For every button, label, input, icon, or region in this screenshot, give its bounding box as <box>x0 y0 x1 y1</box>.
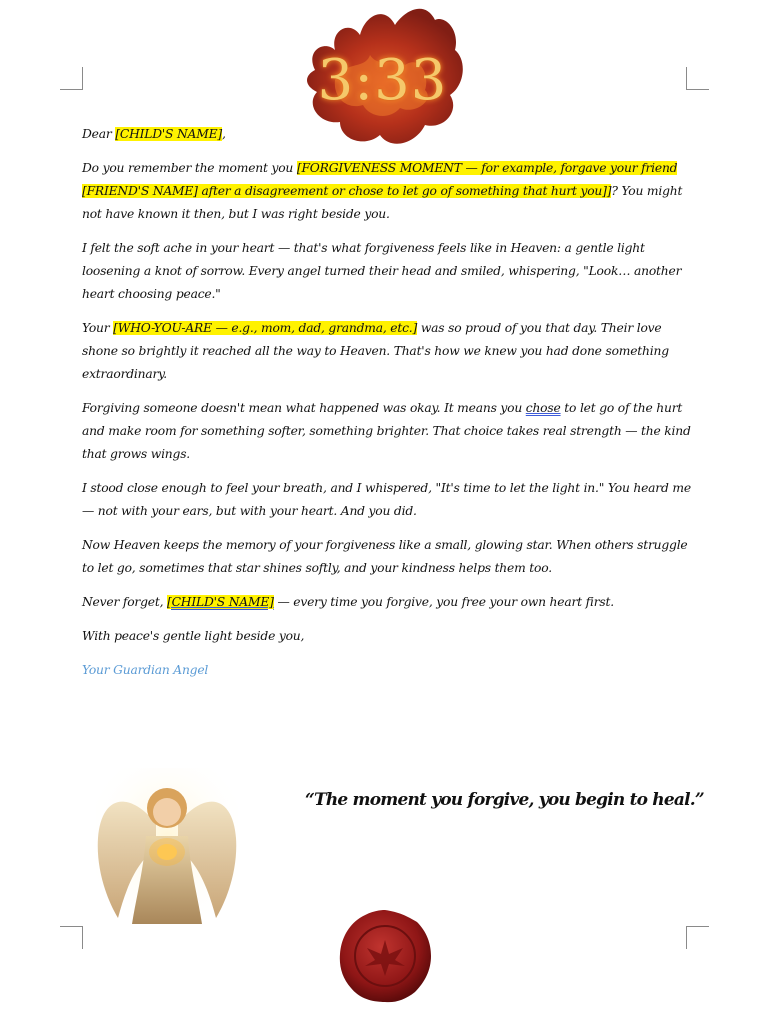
wax-seal-image <box>337 908 433 1004</box>
closing: With peace's gentle light beside you, <box>82 629 305 643</box>
paragraph: Never forget, [CHILD'S NAME] — every time you forgive, you free your own heart first. <box>82 595 614 609</box>
guardian-angel-image <box>96 768 238 926</box>
page-corner-mark <box>686 67 709 90</box>
paragraph: Now Heaven keeps the memory of your forgiveness like a small, glowing star. When others struggle to let go, sometimes that star shines softly, and your kindness helps them too. <box>82 538 688 575</box>
child-name-placeholder: [CHILD'S NAME] <box>115 127 222 141</box>
greeting: Dear [CHILD'S NAME], <box>82 127 226 141</box>
forgiveness-moment-placeholder: [FORGIVENESS MOMENT — for example, forgave your friend [FRIEND'S NAME] after a disagreement or chose to let go of something that hurt you]] <box>82 161 678 198</box>
paragraph: Do you remember the moment you [FORGIVENESS MOMENT — for example, forgave your friend [FRIEND'S NAME] after a disagreement or chose to let go of something that hurt you]]? You might not have known it then, but I was right beside you. <box>82 161 683 221</box>
logo-text: 3:33 <box>317 48 448 113</box>
page-corner-mark <box>60 67 83 90</box>
letter-body <box>82 123 692 693</box>
grammar-flagged-word[interactable]: chose <box>525 401 561 415</box>
child-name-placeholder: [CHILD'S NAME] <box>167 595 274 609</box>
quote: “The moment you forgive, you begin to heal.” <box>305 790 704 810</box>
page-corner-mark <box>60 926 83 949</box>
page-corner-mark <box>686 926 709 949</box>
signature: Your Guardian Angel <box>82 663 209 677</box>
paragraph: I stood close enough to feel your breath, and I whispered, "It's time to let the light in." You heard me — not with your ears, but with your heart. And you did. <box>82 481 691 518</box>
who-you-are-placeholder: [WHO-YOU-ARE — e.g., mom, dad, grandma, etc.] <box>113 321 418 335</box>
paragraph: I felt the soft ache in your heart — that's what forgiveness feels like in Heaven: a gentle light loosening a knot of sorrow. Every angel turned their head and smiled, whispering, "Look… another heart choosing peace." <box>82 241 682 301</box>
paragraph: Your [WHO-YOU-ARE — e.g., mom, dad, grandma, etc.] was so proud of you that day. Their love shone so brightly it reached all the way to Heaven. That's how we knew you had done something extraordinary. <box>82 321 669 381</box>
paragraph: Forgiving someone doesn't mean what happened was okay. It means you chose to let go of the hurt and make room for something softer, something brighter. That choice takes real strength — the kind that grows wings. <box>82 401 691 461</box>
